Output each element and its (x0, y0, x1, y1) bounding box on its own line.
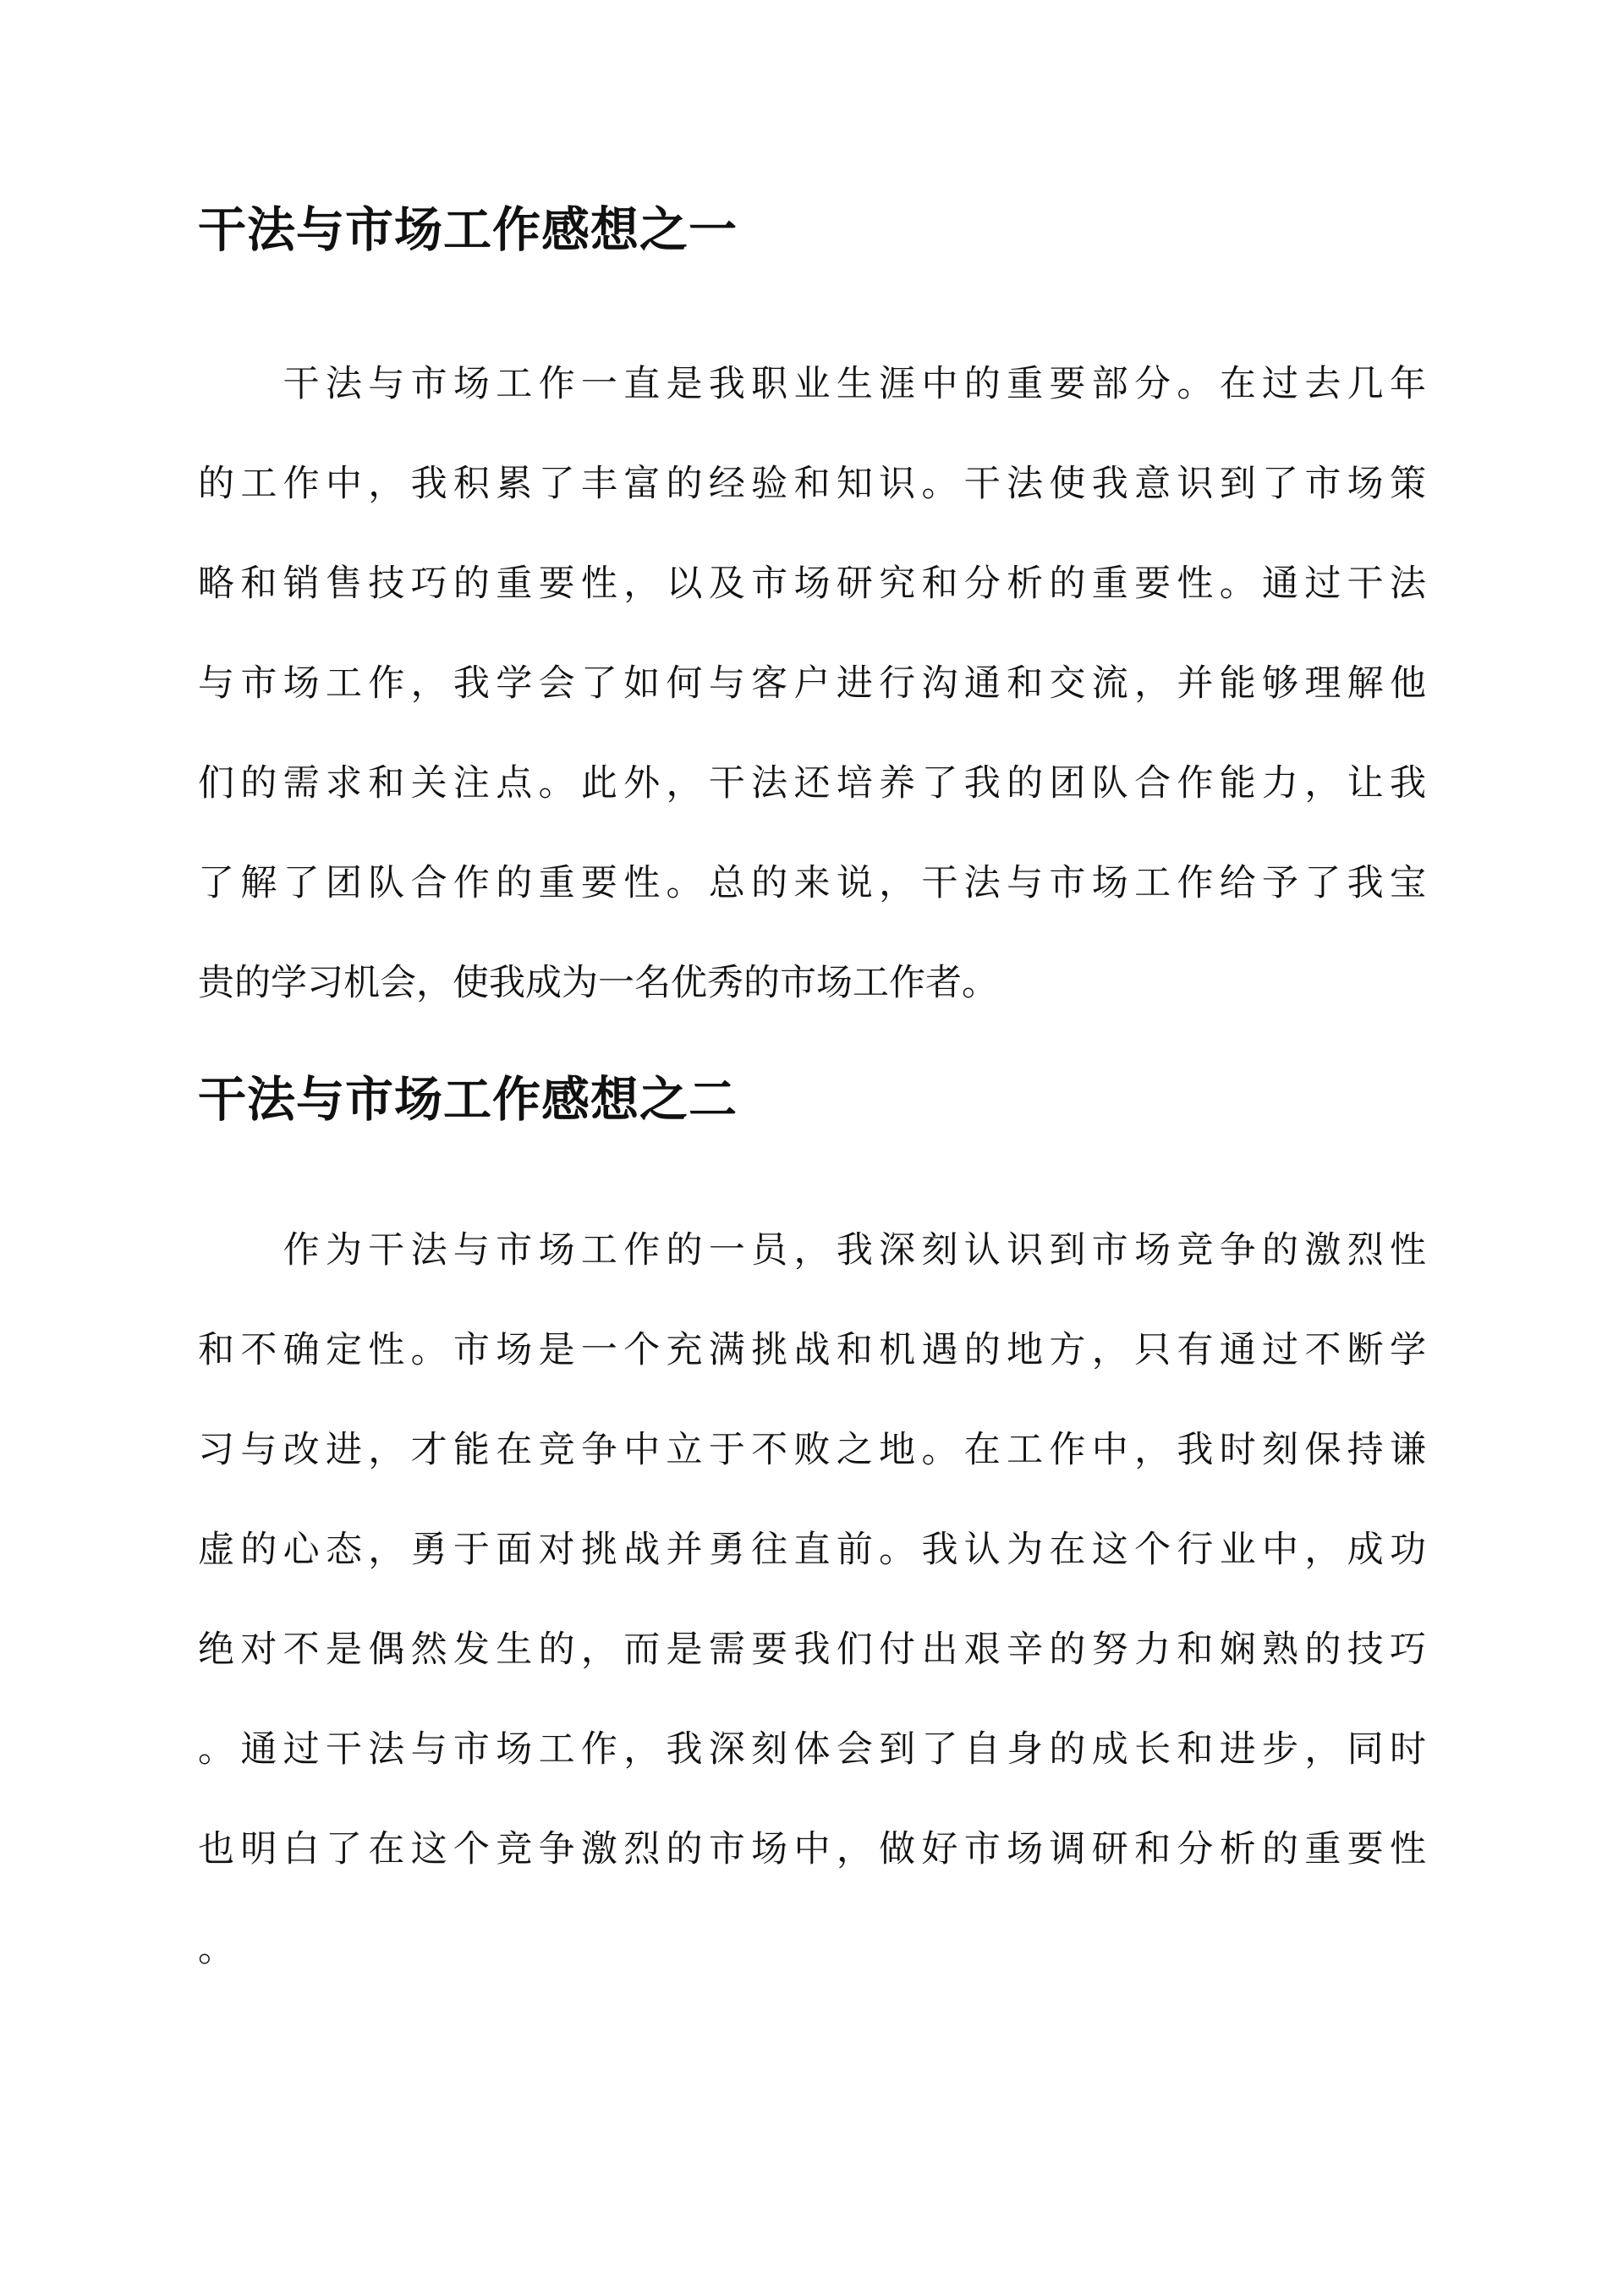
paragraph-line: 们的需求和关注点。此外，干法还培养了我的团队合作能力，让我 (198, 762, 1426, 805)
paragraph-line: 与市场工作，我学会了如何与客户进行沟通和交流，并能够理解他 (198, 662, 1426, 705)
paragraph-line: 干法与市场工作一直是我职业生涯中的重要部分。在过去几年 (198, 363, 1426, 405)
paragraph-line: 略和销售技巧的重要性，以及市场研究和分析的重要性。通过干法 (198, 563, 1426, 605)
paragraph-line: 和不确定性。市场是一个充满挑战和机遇的地方，只有通过不断学 (198, 1329, 1426, 1371)
paragraph-line: 虚的心态，勇于面对挑战并勇往直前。我认为在这个行业中，成功 (198, 1529, 1426, 1571)
section-1-paragraph (198, 347, 1426, 1046)
paragraph-line: 习与改进，才能在竞争中立于不败之地。在工作中，我时刻保持谦 (198, 1429, 1426, 1471)
paragraph-line: 绝对不是偶然发生的，而是需要我们付出艰辛的努力和娴熟的技巧 (198, 1629, 1426, 1671)
paragraph-line: 作为干法与市场工作的一员，我深刻认识到市场竞争的激烈性 (198, 1229, 1426, 1272)
paragraph-line: 的工作中，我积累了丰富的经验和知识。干法使我意识到了市场策 (198, 463, 1426, 505)
paragraph-line: 。 (198, 1928, 234, 1970)
paragraph-line: 了解了团队合作的重要性。总的来说，干法与市场工作给予了我宝 (198, 862, 1426, 904)
paragraph-line: 贵的学习机会，使我成为一名优秀的市场工作者。 (198, 962, 998, 1004)
section-2-paragraph (198, 1213, 1426, 2012)
paragraph-line: 也明白了在这个竞争激烈的市场中，做好市场调研和分析的重要性 (198, 1828, 1426, 1870)
paragraph-line: 。通过干法与市场工作，我深刻体会到了自身的成长和进步，同时 (198, 1728, 1426, 1771)
section-2-title: 干法与市场工作感想之二 (198, 1071, 738, 1128)
section-1-title: 干法与市场工作感想之一 (198, 201, 738, 258)
